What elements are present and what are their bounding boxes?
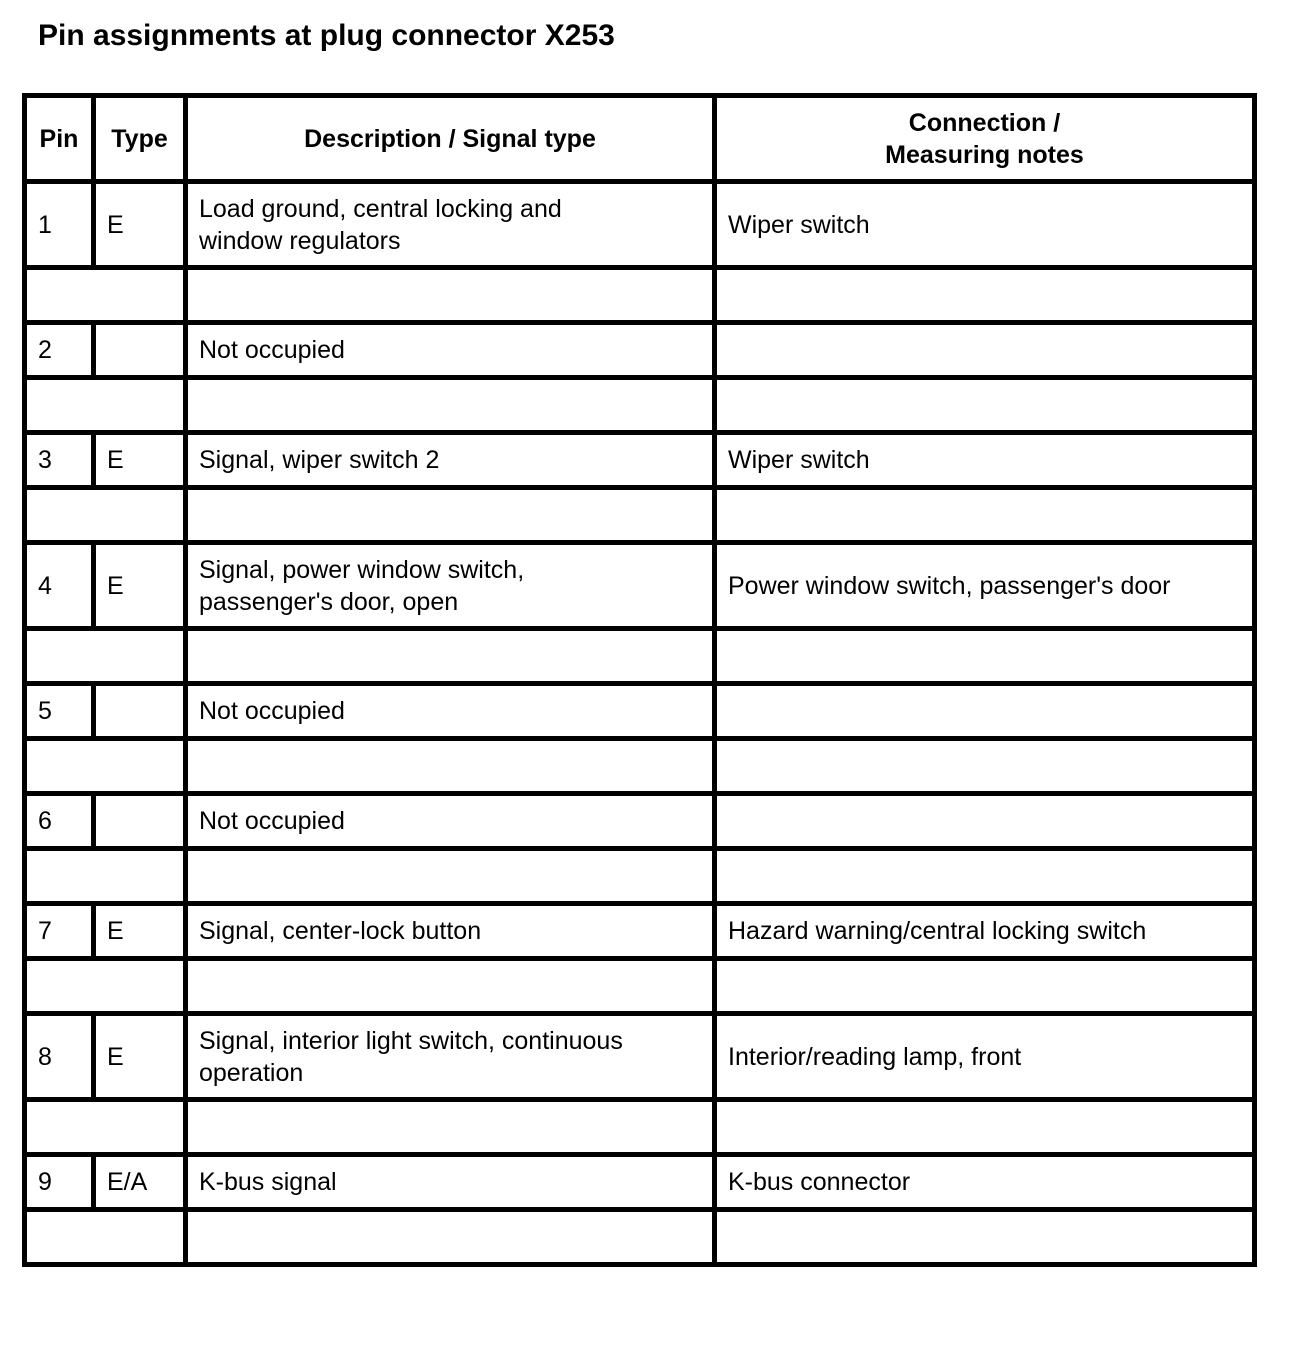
cell-type: E bbox=[94, 543, 186, 629]
spacer-cell bbox=[186, 629, 715, 684]
cell-pin: 9 bbox=[25, 1155, 94, 1210]
spacer-cell bbox=[25, 849, 94, 904]
spacer-row bbox=[25, 488, 1255, 543]
table-row bbox=[25, 182, 1255, 268]
spacer-row bbox=[25, 959, 1255, 1014]
cell-pin: 3 bbox=[25, 433, 94, 488]
spacer-row bbox=[25, 739, 1255, 794]
header-pin: Pin bbox=[25, 96, 94, 182]
spacer-cell bbox=[94, 849, 186, 904]
spacer-cell bbox=[25, 268, 94, 323]
spacer-cell bbox=[25, 488, 94, 543]
description-line: passenger's door, open bbox=[199, 587, 459, 616]
cell-pin: 6 bbox=[25, 794, 94, 849]
cell-type: E bbox=[94, 904, 186, 959]
cell-connection: Wiper switch bbox=[715, 182, 1255, 268]
cell-pin: 4 bbox=[25, 543, 94, 629]
cell-description bbox=[186, 1155, 715, 1210]
cell-connection: Hazard warning/central locking switch bbox=[715, 904, 1255, 959]
cell-description bbox=[186, 543, 715, 629]
spacer-cell bbox=[94, 739, 186, 794]
cell-type: E bbox=[94, 182, 186, 268]
spacer-cell bbox=[94, 629, 186, 684]
spacer-cell bbox=[715, 378, 1255, 433]
header-connection bbox=[715, 96, 1255, 182]
description-line: window regulators bbox=[199, 226, 401, 255]
pin-assignment-table bbox=[22, 93, 1257, 1267]
spacer-row bbox=[25, 629, 1255, 684]
cell-type: E bbox=[94, 433, 186, 488]
table-row bbox=[25, 543, 1255, 629]
cell-type: E/A bbox=[94, 1155, 186, 1210]
spacer-cell bbox=[715, 739, 1255, 794]
cell-description bbox=[186, 1014, 715, 1100]
description-line: Signal, center-lock button bbox=[199, 917, 482, 945]
cell-description bbox=[186, 684, 715, 739]
cell-connection: Wiper switch bbox=[715, 433, 1255, 488]
spacer-row bbox=[25, 378, 1255, 433]
spacer-cell bbox=[186, 1210, 715, 1265]
cell-pin: 8 bbox=[25, 1014, 94, 1100]
spacer-row bbox=[25, 268, 1255, 323]
table-row bbox=[25, 904, 1255, 959]
spacer-cell bbox=[715, 488, 1255, 543]
table-row bbox=[25, 323, 1255, 378]
spacer-cell bbox=[94, 268, 186, 323]
table-row bbox=[25, 1014, 1255, 1100]
cell-pin: 2 bbox=[25, 323, 94, 378]
spacer-cell bbox=[715, 629, 1255, 684]
table-row bbox=[25, 1155, 1255, 1210]
spacer-cell bbox=[25, 959, 94, 1014]
spacer-cell bbox=[715, 1210, 1255, 1265]
cell-type bbox=[94, 323, 186, 378]
description-line: operation bbox=[199, 1058, 304, 1087]
cell-pin: 7 bbox=[25, 904, 94, 959]
spacer-cell bbox=[186, 959, 715, 1014]
spacer-cell bbox=[715, 849, 1255, 904]
description-line: Not occupied bbox=[199, 336, 345, 364]
spacer-cell bbox=[715, 1100, 1255, 1155]
spacer-cell bbox=[25, 1210, 94, 1265]
spacer-cell bbox=[25, 629, 94, 684]
spacer-row bbox=[25, 849, 1255, 904]
description-line: Signal, interior light switch, continuous bbox=[199, 1026, 623, 1055]
spacer-cell bbox=[186, 849, 715, 904]
cell-description bbox=[186, 794, 715, 849]
header-type: Type bbox=[94, 96, 186, 182]
table-row bbox=[25, 433, 1255, 488]
spacer-cell bbox=[186, 1100, 715, 1155]
cell-connection: K-bus connector bbox=[715, 1155, 1255, 1210]
spacer-cell bbox=[186, 378, 715, 433]
header-connection-line-1: Connection / bbox=[908, 108, 1061, 137]
spacer-row bbox=[25, 1210, 1255, 1265]
cell-connection bbox=[715, 323, 1255, 378]
spacer-cell bbox=[94, 378, 186, 433]
header-description: Description / Signal type bbox=[186, 96, 715, 182]
table-row bbox=[25, 794, 1255, 849]
spacer-cell bbox=[94, 488, 186, 543]
cell-description bbox=[186, 433, 715, 488]
cell-connection bbox=[715, 794, 1255, 849]
spacer-cell bbox=[94, 959, 186, 1014]
cell-type bbox=[94, 794, 186, 849]
cell-description bbox=[186, 182, 715, 268]
spacer-cell bbox=[186, 268, 715, 323]
spacer-cell bbox=[94, 1210, 186, 1265]
cell-type: E bbox=[94, 1014, 186, 1100]
cell-type bbox=[94, 684, 186, 739]
spacer-cell bbox=[715, 959, 1255, 1014]
cell-pin: 5 bbox=[25, 684, 94, 739]
spacer-cell bbox=[25, 1100, 94, 1155]
cell-connection bbox=[715, 684, 1255, 739]
header-connection-line-2: Measuring notes bbox=[885, 140, 1084, 169]
cell-connection: Interior/reading lamp, front bbox=[715, 1014, 1255, 1100]
description-line: Not occupied bbox=[199, 807, 345, 835]
spacer-cell bbox=[25, 378, 94, 433]
cell-description bbox=[186, 323, 715, 378]
description-line: Signal, wiper switch 2 bbox=[199, 446, 440, 474]
cell-connection: Power window switch, passenger's door bbox=[715, 543, 1255, 629]
description-line: Not occupied bbox=[199, 697, 345, 725]
table-row bbox=[25, 684, 1255, 739]
spacer-cell bbox=[94, 1100, 186, 1155]
spacer-row bbox=[25, 1100, 1255, 1155]
spacer-cell bbox=[25, 739, 94, 794]
description-line: Signal, power window switch, bbox=[199, 555, 525, 584]
spacer-cell bbox=[715, 268, 1255, 323]
spacer-cell bbox=[186, 739, 715, 794]
description-line: Load ground, central locking and bbox=[199, 194, 562, 223]
spacer-cell bbox=[186, 488, 715, 543]
cell-pin: 1 bbox=[25, 182, 94, 268]
table-header-row bbox=[25, 96, 1255, 182]
description-line: K-bus signal bbox=[199, 1168, 337, 1196]
cell-description bbox=[186, 904, 715, 959]
table-body bbox=[25, 182, 1255, 1265]
page-title: Pin assignments at plug connector X253 bbox=[38, 19, 615, 52]
